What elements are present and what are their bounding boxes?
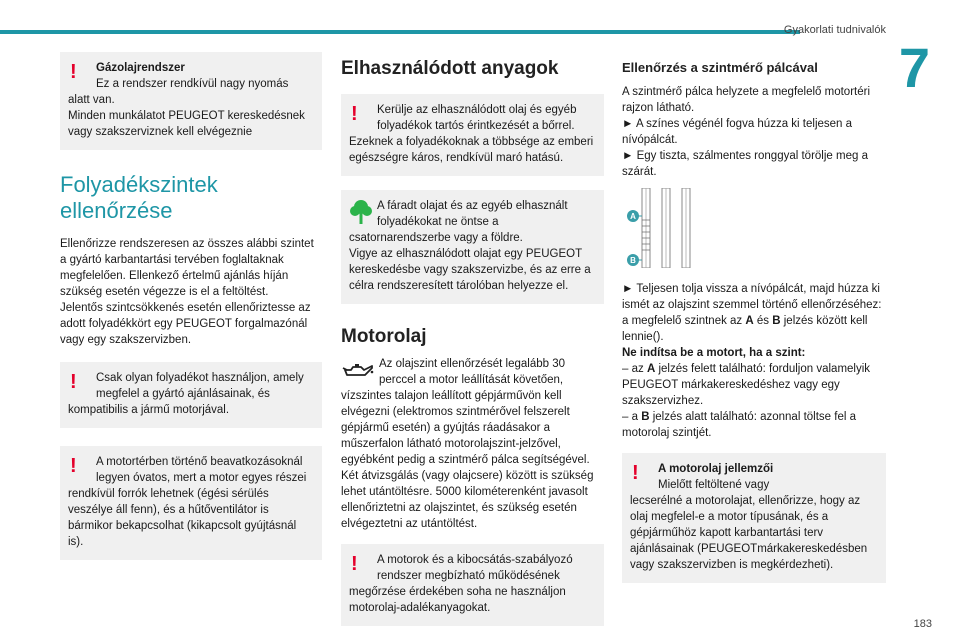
warning-text-indented: Mielőtt feltöltené vagy <box>658 479 770 491</box>
text-run: jelzés között kell lennie(). <box>622 315 868 343</box>
warning-text-indented: Csak olyan folyadékot használjon, amely megfelel a gyártó ajánlásainak, és <box>96 372 304 400</box>
warning-text: kompatibilis a jármű motorjával. <box>68 404 230 416</box>
text-run: jelzés felett található: forduljon valamelyik PEUGEOT márkakereskedéshez vagy egy szakszervizhez. <box>622 363 871 407</box>
environment-text-indented: A fáradt olajat és az egyéb elhasznált folyadékokat ne öntse a <box>377 200 568 228</box>
running-header: Gyakorlati tudnivalók <box>783 24 886 36</box>
warning-text: alatt van. Minden munkálatot PEUGEOT kereskedésnek vagy szakszerviznek kell elvégeznie <box>68 94 305 138</box>
warning-box-fluids <box>60 362 322 428</box>
engine-oil-block <box>341 356 604 532</box>
warning-text: megőrzése érdekében soha ne használjon motorolaj-adalékanyagokat. <box>349 586 566 614</box>
dipstick-instructions: A szintmérő pálca helyzete a megfelelő motortéri rajzon látható. ► A színes végénél fogva húzza ki teljesen a nívópálcát. ► Egy tiszta, szálmentes ronggyal törölje meg a szárát. <box>622 86 871 178</box>
section-heading-dipstick: Ellenőrzés a szintmérő pálcával <box>622 60 818 75</box>
text-run: ► Teljesen tolja vissza a nívópálcát, majd húzza ki ismét az olajszint szemmel történő ellenőrzéséhez: a megfelelő szintnek az <box>622 283 882 327</box>
warning-icon: ! <box>632 462 639 484</box>
condition-below-b <box>622 409 886 441</box>
column-2 <box>341 52 604 626</box>
warning-text-indented: A motortérben történő beavatkozásoknál legyen óvatos, mert a motor egyes részei <box>96 456 307 484</box>
warning-text-indented: Ez a rendszer rendkívül nagy nyomás <box>96 78 289 90</box>
chapter-number: 7 <box>898 36 930 99</box>
mark-a-ref: A <box>745 315 754 327</box>
heading-line-1: Folyadékszintek <box>60 172 218 197</box>
warning-text: lecserélné a motorolajat, ellenőrizze, hogy az olaj megfelel-e a motor típusának, és a gépjárműhöz kapott karbantartási terv ajánlásainak (PEUGEOTmárkakereskedésben vagy szakszervizben is megkérdezheti). <box>630 495 868 571</box>
tree-icon <box>349 199 373 225</box>
mark-a-ref: A <box>646 363 656 375</box>
column-3 <box>622 52 886 583</box>
mark-b-ref: B <box>641 411 650 423</box>
warning-box-engine-bay <box>60 446 322 560</box>
text-run: – az <box>622 363 647 375</box>
warning-icon: ! <box>351 103 358 125</box>
warning-text-indented: A motorok és a kibocsátás-szabályozó rendszer megbízható működésének <box>377 554 573 582</box>
header-accent-bar <box>0 30 800 34</box>
warning-box-diesel <box>60 52 322 150</box>
warning-icon: ! <box>70 61 77 83</box>
engine-oil-text-indented: Az olajszint ellenőrzését legalább 30 perccel a motor leállítását követően, <box>379 358 566 386</box>
marker-b-label: B <box>630 256 636 265</box>
column-1 <box>60 52 322 560</box>
text-run: és <box>753 315 773 327</box>
warning-icon: ! <box>70 455 77 477</box>
warning-box-additives <box>341 544 604 626</box>
warning-text: Ezeknek a folyadékoknak a többsége az emberi egészségre káros, rendkívül maró hatású. <box>349 136 594 164</box>
fluid-levels-paragraph: Ellenőrizze rendszeresen az összes alábbi szintet a gyártó karbantartási tervében foglaltaknak megfelelően. Ellenkező értelmű ajánlás híján szükség esetén végezze is el a feltöltést. Jelentős szintcsökkenés esetén ellenőriztesse az adott folyadékkört egy PEUGEOT forgalmazónál vagy egy szakszervizben. <box>60 238 314 346</box>
warning-title: Gázolajrendszer <box>96 62 185 74</box>
section-heading-fluid-levels <box>60 172 322 224</box>
marker-a-label: A <box>630 212 636 221</box>
warning-text-indented: Kerülje az elhasználódott olaj és egyéb folyadékok tartós érintkezését a bőrrel. <box>377 104 577 132</box>
dipstick-diagram <box>626 188 706 268</box>
warning-title: A motorolaj jellemzői <box>658 463 774 475</box>
do-not-start-heading: Ne indítsa be a motort, ha a szint: <box>622 347 806 359</box>
section-heading-engine-oil: Motorolaj <box>341 326 427 347</box>
warning-text: rendkívül forrók lehetnek (égési sérülés veszélye áll fenn), és a hűtőventilátor is bármikor bekapcsolhat (kikapcsolt gyújtásnál is). <box>68 488 297 548</box>
engine-oil-text: vízszintes talajon leállított gépjárművön kell elvégezni (elektromos szintmérővel felszerelt gépjármű esetén) a gyújtás ráadásakor a műszerfalon látható motorolajszint-jelzővel, egyébként pedig a szintmérő pálca segítségével. Két átvizsgálás (vagy olajcsere) között is szükség lehet utántöltésre. 5000 kilométerenként javasolt ellenőriztetni az olajszintet, és szükség esetén elvégeztetni az utántöltést. <box>341 390 594 530</box>
text-run: jelzés alatt található: azonnal töltse fel a motorolaj szintjét. <box>622 411 856 439</box>
warning-icon: ! <box>70 371 77 393</box>
warning-icon: ! <box>351 553 358 575</box>
warning-box-used-oil <box>341 94 604 176</box>
condition-above-a <box>622 361 886 409</box>
page-number: 183 <box>913 618 932 630</box>
heading-line-2: ellenőrzése <box>60 198 173 223</box>
environment-text: csatornarendszerbe vagy a földre. Vigye az elhasználódott olajat egy PEUGEOT kereskedésbe vagy szakszervizbe, és az erre a célra rendszeresített tárolóban helyezze el. <box>349 232 591 292</box>
text-run: – a <box>622 411 642 423</box>
warning-box-oil-specs <box>622 453 886 583</box>
environment-box <box>341 190 604 304</box>
mark-b-ref: B <box>772 315 781 327</box>
section-heading-used-materials: Elhasználódott anyagok <box>341 58 559 79</box>
oil-can-icon <box>341 358 375 384</box>
dipstick-check-paragraph <box>622 281 886 345</box>
